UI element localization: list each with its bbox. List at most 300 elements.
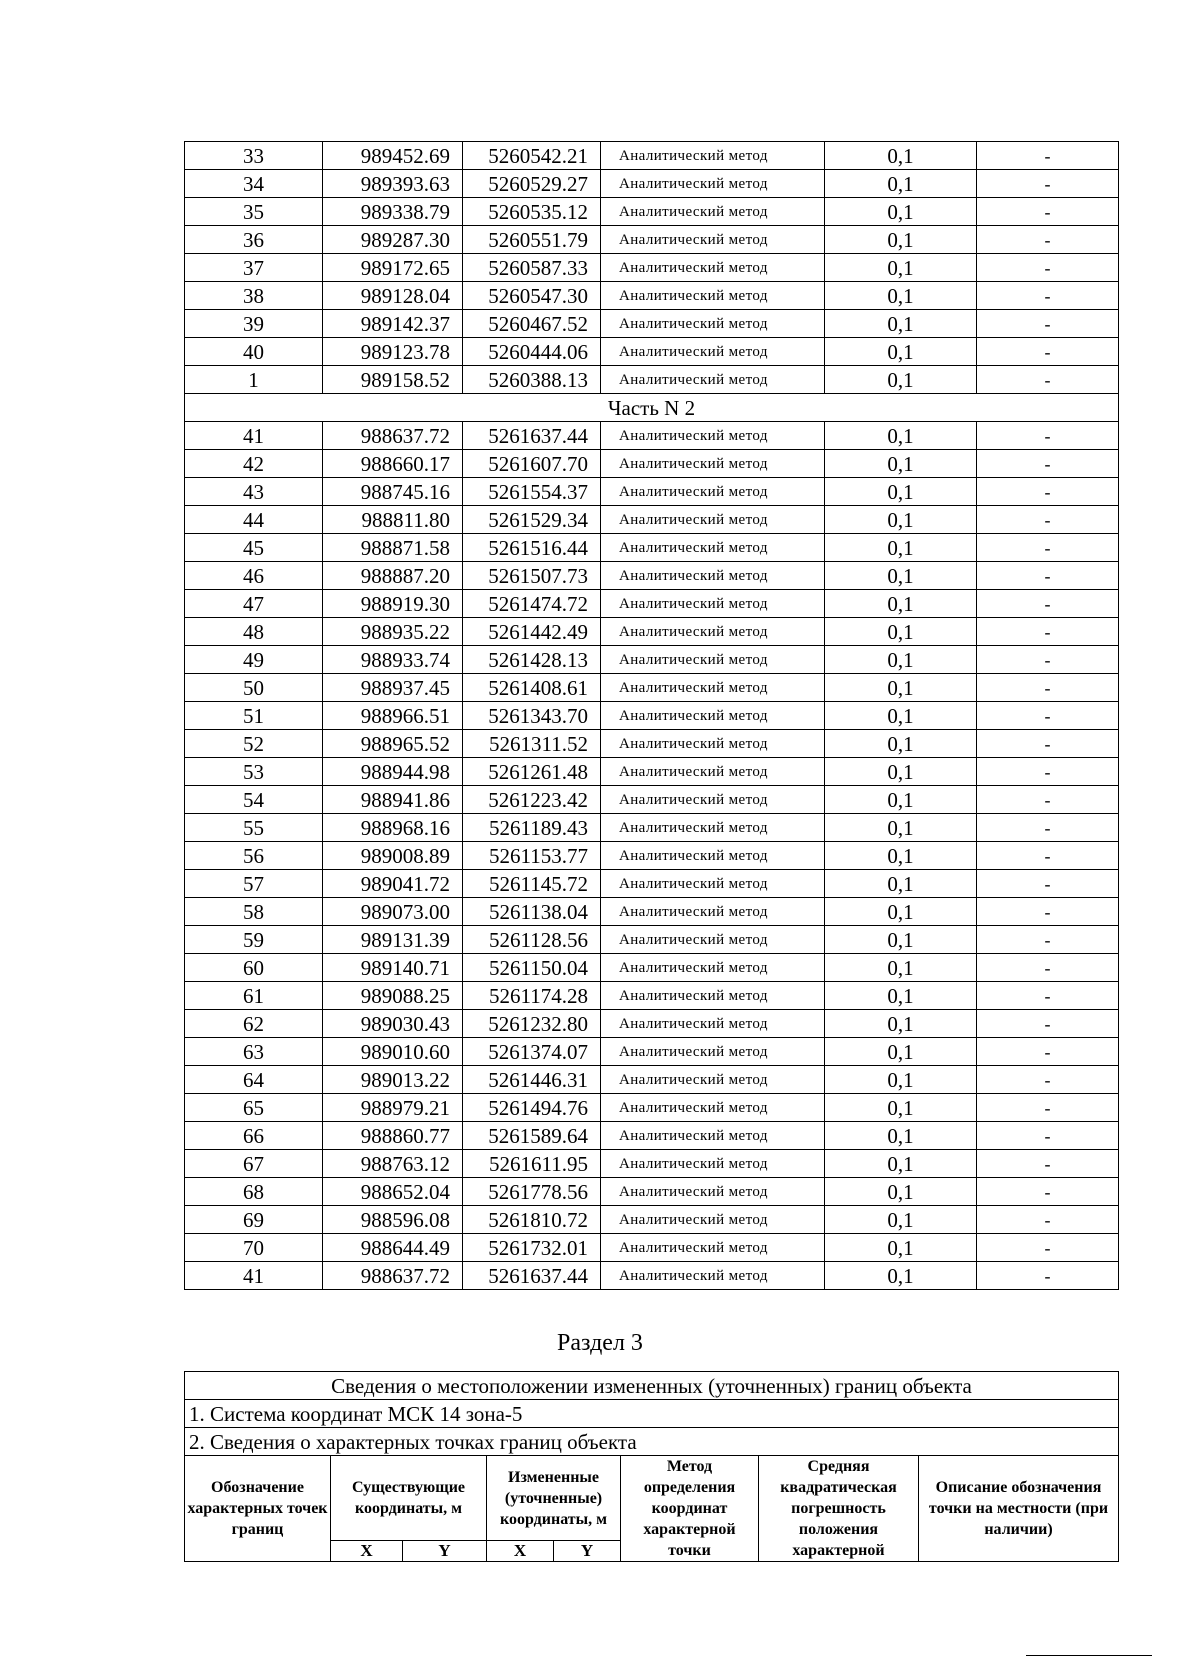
y-coordinate-cell: 5261474.72 bbox=[463, 590, 601, 618]
table-row bbox=[185, 1038, 1119, 1066]
method-cell: Аналитический метод bbox=[601, 506, 825, 534]
table-row bbox=[185, 646, 1119, 674]
footer-rule bbox=[1026, 1655, 1152, 1656]
y-coordinate-cell: 5261128.56 bbox=[463, 926, 601, 954]
description-cell: - bbox=[977, 198, 1119, 226]
error-cell: 0,1 bbox=[825, 814, 977, 842]
error-cell: 0,1 bbox=[825, 198, 977, 226]
method-cell: Аналитический метод bbox=[601, 310, 825, 338]
x-coordinate-cell: 988965.52 bbox=[323, 730, 463, 758]
coordinates-table-body bbox=[185, 142, 1119, 1290]
description-cell: - bbox=[977, 1122, 1119, 1150]
x-coordinate-cell: 988966.51 bbox=[323, 702, 463, 730]
table-row bbox=[185, 506, 1119, 534]
description-cell: - bbox=[977, 646, 1119, 674]
description-cell: - bbox=[977, 982, 1119, 1010]
method-cell: Аналитический метод bbox=[601, 142, 825, 170]
header-error: Средняя квадратическая погрешность положения характерной bbox=[759, 1456, 919, 1562]
method-cell: Аналитический метод bbox=[601, 674, 825, 702]
y-coordinate-cell: 5260542.21 bbox=[463, 142, 601, 170]
table-row bbox=[185, 142, 1119, 170]
method-cell: Аналитический метод bbox=[601, 954, 825, 982]
point-number-cell: 49 bbox=[185, 646, 323, 674]
description-cell: - bbox=[977, 1066, 1119, 1094]
y-coordinate-cell: 5261516.44 bbox=[463, 534, 601, 562]
x-coordinate-cell: 988887.20 bbox=[323, 562, 463, 590]
method-cell: Аналитический метод bbox=[601, 1066, 825, 1094]
method-cell: Аналитический метод bbox=[601, 1150, 825, 1178]
table-row bbox=[185, 1234, 1119, 1262]
error-cell: 0,1 bbox=[825, 1206, 977, 1234]
y-coordinate-cell: 5260529.27 bbox=[463, 170, 601, 198]
description-cell: - bbox=[977, 1234, 1119, 1262]
error-cell: 0,1 bbox=[825, 170, 977, 198]
method-cell: Аналитический метод bbox=[601, 170, 825, 198]
header-method: Метод определения координат характерной точки bbox=[621, 1456, 759, 1562]
error-cell: 0,1 bbox=[825, 450, 977, 478]
point-number-cell: 34 bbox=[185, 170, 323, 198]
table-row bbox=[185, 422, 1119, 450]
error-cell: 0,1 bbox=[825, 702, 977, 730]
point-number-cell: 50 bbox=[185, 674, 323, 702]
x-coordinate-cell: 989008.89 bbox=[323, 842, 463, 870]
x-coordinate-cell: 988968.16 bbox=[323, 814, 463, 842]
error-cell: 0,1 bbox=[825, 310, 977, 338]
description-cell: - bbox=[977, 1094, 1119, 1122]
table-row bbox=[185, 674, 1119, 702]
description-cell: - bbox=[977, 562, 1119, 590]
x-coordinate-cell: 989393.63 bbox=[323, 170, 463, 198]
table-row bbox=[185, 562, 1119, 590]
x-coordinate-cell: 989131.39 bbox=[323, 926, 463, 954]
method-cell: Аналитический метод bbox=[601, 590, 825, 618]
y-coordinate-cell: 5261343.70 bbox=[463, 702, 601, 730]
point-number-cell: 1 bbox=[185, 366, 323, 394]
error-cell: 0,1 bbox=[825, 1234, 977, 1262]
point-number-cell: 63 bbox=[185, 1038, 323, 1066]
point-number-cell: 40 bbox=[185, 338, 323, 366]
section3-table bbox=[184, 1371, 1119, 1562]
y-coordinate-cell: 5260535.12 bbox=[463, 198, 601, 226]
point-number-cell: 57 bbox=[185, 870, 323, 898]
point-number-cell: 48 bbox=[185, 618, 323, 646]
method-cell: Аналитический метод bbox=[601, 226, 825, 254]
method-cell: Аналитический метод bbox=[601, 1234, 825, 1262]
method-cell: Аналитический метод bbox=[601, 982, 825, 1010]
header-existing-x: X bbox=[331, 1541, 403, 1562]
y-coordinate-cell: 5261732.01 bbox=[463, 1234, 601, 1262]
description-cell: - bbox=[977, 478, 1119, 506]
point-number-cell: 42 bbox=[185, 450, 323, 478]
point-number-cell: 58 bbox=[185, 898, 323, 926]
method-cell: Аналитический метод bbox=[601, 618, 825, 646]
point-number-cell: 36 bbox=[185, 226, 323, 254]
error-cell: 0,1 bbox=[825, 1262, 977, 1290]
method-cell: Аналитический метод bbox=[601, 1094, 825, 1122]
error-cell: 0,1 bbox=[825, 982, 977, 1010]
description-cell: - bbox=[977, 506, 1119, 534]
method-cell: Аналитический метод bbox=[601, 338, 825, 366]
method-cell: Аналитический метод bbox=[601, 1038, 825, 1066]
error-cell: 0,1 bbox=[825, 562, 977, 590]
description-cell: - bbox=[977, 954, 1119, 982]
point-number-cell: 35 bbox=[185, 198, 323, 226]
table-row bbox=[185, 954, 1119, 982]
table-row bbox=[185, 1178, 1119, 1206]
y-coordinate-cell: 5260587.33 bbox=[463, 254, 601, 282]
description-cell: - bbox=[977, 1150, 1119, 1178]
y-coordinate-cell: 5260547.30 bbox=[463, 282, 601, 310]
header-designation: Обозначение характерных точек границ bbox=[185, 1456, 331, 1562]
y-coordinate-cell: 5261189.43 bbox=[463, 814, 601, 842]
table-row bbox=[185, 198, 1119, 226]
y-coordinate-cell: 5261810.72 bbox=[463, 1206, 601, 1234]
x-coordinate-cell: 988935.22 bbox=[323, 618, 463, 646]
point-number-cell: 69 bbox=[185, 1206, 323, 1234]
x-coordinate-cell: 989172.65 bbox=[323, 254, 463, 282]
point-number-cell: 37 bbox=[185, 254, 323, 282]
x-coordinate-cell: 989013.22 bbox=[323, 1066, 463, 1094]
method-cell: Аналитический метод bbox=[601, 758, 825, 786]
y-coordinate-cell: 5261223.42 bbox=[463, 786, 601, 814]
x-coordinate-cell: 989123.78 bbox=[323, 338, 463, 366]
y-coordinate-cell: 5261637.44 bbox=[463, 1262, 601, 1290]
y-coordinate-cell: 5261153.77 bbox=[463, 842, 601, 870]
description-cell: - bbox=[977, 338, 1119, 366]
error-cell: 0,1 bbox=[825, 898, 977, 926]
table-row bbox=[185, 590, 1119, 618]
point-number-cell: 38 bbox=[185, 282, 323, 310]
error-cell: 0,1 bbox=[825, 478, 977, 506]
method-cell: Аналитический метод bbox=[601, 1206, 825, 1234]
error-cell: 0,1 bbox=[825, 730, 977, 758]
x-coordinate-cell: 988763.12 bbox=[323, 1150, 463, 1178]
error-cell: 0,1 bbox=[825, 758, 977, 786]
point-number-cell: 68 bbox=[185, 1178, 323, 1206]
method-cell: Аналитический метод bbox=[601, 562, 825, 590]
table-row bbox=[185, 702, 1119, 730]
error-cell: 0,1 bbox=[825, 1122, 977, 1150]
point-number-cell: 46 bbox=[185, 562, 323, 590]
description-cell: - bbox=[977, 618, 1119, 646]
x-coordinate-cell: 988637.72 bbox=[323, 422, 463, 450]
method-cell: Аналитический метод bbox=[601, 786, 825, 814]
x-coordinate-cell: 989128.04 bbox=[323, 282, 463, 310]
x-coordinate-cell: 988660.17 bbox=[323, 450, 463, 478]
method-cell: Аналитический метод bbox=[601, 282, 825, 310]
method-cell: Аналитический метод bbox=[601, 1178, 825, 1206]
x-coordinate-cell: 988979.21 bbox=[323, 1094, 463, 1122]
error-cell: 0,1 bbox=[825, 338, 977, 366]
description-cell: - bbox=[977, 814, 1119, 842]
description-cell: - bbox=[977, 898, 1119, 926]
x-coordinate-cell: 988919.30 bbox=[323, 590, 463, 618]
part-row bbox=[185, 394, 1119, 422]
method-cell: Аналитический метод bbox=[601, 842, 825, 870]
y-coordinate-cell: 5261442.49 bbox=[463, 618, 601, 646]
x-coordinate-cell: 988652.04 bbox=[323, 1178, 463, 1206]
y-coordinate-cell: 5260551.79 bbox=[463, 226, 601, 254]
error-cell: 0,1 bbox=[825, 142, 977, 170]
point-number-cell: 55 bbox=[185, 814, 323, 842]
x-coordinate-cell: 989452.69 bbox=[323, 142, 463, 170]
error-cell: 0,1 bbox=[825, 506, 977, 534]
description-cell: - bbox=[977, 870, 1119, 898]
method-cell: Аналитический метод bbox=[601, 730, 825, 758]
error-cell: 0,1 bbox=[825, 618, 977, 646]
description-cell: - bbox=[977, 786, 1119, 814]
x-coordinate-cell: 989287.30 bbox=[323, 226, 463, 254]
x-coordinate-cell: 988871.58 bbox=[323, 534, 463, 562]
point-number-cell: 52 bbox=[185, 730, 323, 758]
description-cell: - bbox=[977, 1038, 1119, 1066]
error-cell: 0,1 bbox=[825, 1038, 977, 1066]
method-cell: Аналитический метод bbox=[601, 366, 825, 394]
table-row bbox=[185, 366, 1119, 394]
point-number-cell: 56 bbox=[185, 842, 323, 870]
table-row bbox=[185, 814, 1119, 842]
y-coordinate-cell: 5261637.44 bbox=[463, 422, 601, 450]
y-coordinate-cell: 5261507.73 bbox=[463, 562, 601, 590]
error-cell: 0,1 bbox=[825, 1010, 977, 1038]
error-cell: 0,1 bbox=[825, 870, 977, 898]
table-row bbox=[185, 1094, 1119, 1122]
description-cell: - bbox=[977, 1010, 1119, 1038]
x-coordinate-cell: 989142.37 bbox=[323, 310, 463, 338]
error-cell: 0,1 bbox=[825, 590, 977, 618]
point-number-cell: 66 bbox=[185, 1122, 323, 1150]
point-number-cell: 62 bbox=[185, 1010, 323, 1038]
error-cell: 0,1 bbox=[825, 1094, 977, 1122]
error-cell: 0,1 bbox=[825, 786, 977, 814]
y-coordinate-cell: 5261150.04 bbox=[463, 954, 601, 982]
table-row bbox=[185, 1262, 1119, 1290]
y-coordinate-cell: 5261778.56 bbox=[463, 1178, 601, 1206]
x-coordinate-cell: 988596.08 bbox=[323, 1206, 463, 1234]
x-coordinate-cell: 988944.98 bbox=[323, 758, 463, 786]
y-coordinate-cell: 5260444.06 bbox=[463, 338, 601, 366]
y-coordinate-cell: 5261611.95 bbox=[463, 1150, 601, 1178]
error-cell: 0,1 bbox=[825, 282, 977, 310]
table-row bbox=[185, 618, 1119, 646]
x-coordinate-cell: 989010.60 bbox=[323, 1038, 463, 1066]
table-row bbox=[185, 1206, 1119, 1234]
method-cell: Аналитический метод bbox=[601, 478, 825, 506]
error-cell: 0,1 bbox=[825, 842, 977, 870]
table-row bbox=[185, 282, 1119, 310]
x-coordinate-cell: 988644.49 bbox=[323, 1234, 463, 1262]
table-row bbox=[185, 1150, 1119, 1178]
y-coordinate-cell: 5261232.80 bbox=[463, 1010, 601, 1038]
x-coordinate-cell: 989088.25 bbox=[323, 982, 463, 1010]
x-coordinate-cell: 989073.00 bbox=[323, 898, 463, 926]
point-number-cell: 44 bbox=[185, 506, 323, 534]
method-cell: Аналитический метод bbox=[601, 702, 825, 730]
point-number-cell: 70 bbox=[185, 1234, 323, 1262]
method-cell: Аналитический метод bbox=[601, 926, 825, 954]
y-coordinate-cell: 5261408.61 bbox=[463, 674, 601, 702]
method-cell: Аналитический метод bbox=[601, 1010, 825, 1038]
description-cell: - bbox=[977, 366, 1119, 394]
x-coordinate-cell: 989140.71 bbox=[323, 954, 463, 982]
method-cell: Аналитический метод bbox=[601, 254, 825, 282]
x-coordinate-cell: 988811.80 bbox=[323, 506, 463, 534]
table-row bbox=[185, 786, 1119, 814]
point-number-cell: 67 bbox=[185, 1150, 323, 1178]
description-cell: - bbox=[977, 534, 1119, 562]
description-cell: - bbox=[977, 282, 1119, 310]
point-number-cell: 53 bbox=[185, 758, 323, 786]
description-cell: - bbox=[977, 730, 1119, 758]
table-row bbox=[185, 758, 1119, 786]
error-cell: 0,1 bbox=[825, 366, 977, 394]
header-changed-coords: Измененные (уточненные) координаты, м bbox=[487, 1456, 621, 1541]
y-coordinate-cell: 5260388.13 bbox=[463, 366, 601, 394]
x-coordinate-cell: 988941.86 bbox=[323, 786, 463, 814]
description-cell: - bbox=[977, 254, 1119, 282]
description-cell: - bbox=[977, 842, 1119, 870]
point-number-cell: 61 bbox=[185, 982, 323, 1010]
y-coordinate-cell: 5261174.28 bbox=[463, 982, 601, 1010]
method-cell: Аналитический метод bbox=[601, 1122, 825, 1150]
section-title: Раздел 3 bbox=[557, 1330, 643, 1356]
point-number-cell: 41 bbox=[185, 422, 323, 450]
y-coordinate-cell: 5261261.48 bbox=[463, 758, 601, 786]
description-cell: - bbox=[977, 702, 1119, 730]
x-coordinate-cell: 988937.45 bbox=[323, 674, 463, 702]
error-cell: 0,1 bbox=[825, 534, 977, 562]
y-coordinate-cell: 5261145.72 bbox=[463, 870, 601, 898]
table-row bbox=[185, 926, 1119, 954]
x-coordinate-cell: 989041.72 bbox=[323, 870, 463, 898]
table-row bbox=[185, 982, 1119, 1010]
header-existing-y: Y bbox=[403, 1541, 487, 1562]
x-coordinate-cell: 988745.16 bbox=[323, 478, 463, 506]
x-coordinate-cell: 989338.79 bbox=[323, 198, 463, 226]
x-coordinate-cell: 988637.72 bbox=[323, 1262, 463, 1290]
point-number-cell: 47 bbox=[185, 590, 323, 618]
description-cell: - bbox=[977, 590, 1119, 618]
method-cell: Аналитический метод bbox=[601, 870, 825, 898]
header-description: Описание обозначения точки на местности (при наличии) bbox=[919, 1456, 1119, 1562]
coordinates-table bbox=[184, 141, 1119, 1290]
error-cell: 0,1 bbox=[825, 226, 977, 254]
error-cell: 0,1 bbox=[825, 674, 977, 702]
method-cell: Аналитический метод bbox=[601, 534, 825, 562]
error-cell: 0,1 bbox=[825, 954, 977, 982]
error-cell: 0,1 bbox=[825, 1150, 977, 1178]
point-number-cell: 45 bbox=[185, 534, 323, 562]
header-existing-coords: Существующие координаты, м bbox=[331, 1456, 487, 1541]
error-cell: 0,1 bbox=[825, 1178, 977, 1206]
table-row bbox=[185, 898, 1119, 926]
point-number-cell: 54 bbox=[185, 786, 323, 814]
x-coordinate-cell: 989030.43 bbox=[323, 1010, 463, 1038]
table-row bbox=[185, 226, 1119, 254]
error-cell: 0,1 bbox=[825, 646, 977, 674]
y-coordinate-cell: 5261446.31 bbox=[463, 1066, 601, 1094]
points-info-line: 2. Сведения о характерных точках границ объекта bbox=[185, 1428, 1119, 1456]
method-cell: Аналитический метод bbox=[601, 422, 825, 450]
table-row bbox=[185, 1066, 1119, 1094]
header-changed-y: Y bbox=[554, 1541, 621, 1562]
description-cell: - bbox=[977, 758, 1119, 786]
table-row bbox=[185, 1010, 1119, 1038]
method-cell: Аналитический метод bbox=[601, 646, 825, 674]
table-row bbox=[185, 534, 1119, 562]
table-row bbox=[185, 730, 1119, 758]
x-coordinate-cell: 988860.77 bbox=[323, 1122, 463, 1150]
table-row bbox=[185, 170, 1119, 198]
y-coordinate-cell: 5260467.52 bbox=[463, 310, 601, 338]
point-number-cell: 33 bbox=[185, 142, 323, 170]
method-cell: Аналитический метод bbox=[601, 898, 825, 926]
y-coordinate-cell: 5261138.04 bbox=[463, 898, 601, 926]
point-number-cell: 64 bbox=[185, 1066, 323, 1094]
table-row bbox=[185, 478, 1119, 506]
description-cell: - bbox=[977, 674, 1119, 702]
part-label: Часть N 2 bbox=[185, 394, 1119, 422]
description-cell: - bbox=[977, 170, 1119, 198]
y-coordinate-cell: 5261428.13 bbox=[463, 646, 601, 674]
description-cell: - bbox=[977, 422, 1119, 450]
y-coordinate-cell: 5261607.70 bbox=[463, 450, 601, 478]
point-number-cell: 59 bbox=[185, 926, 323, 954]
description-cell: - bbox=[977, 450, 1119, 478]
table-row bbox=[185, 450, 1119, 478]
coordinate-system-line: 1. Система координат МСК 14 зона-5 bbox=[185, 1400, 1119, 1428]
table-row bbox=[185, 842, 1119, 870]
method-cell: Аналитический метод bbox=[601, 450, 825, 478]
section3-heading: Сведения о местоположении измененных (уточненных) границ объекта bbox=[185, 1372, 1119, 1400]
x-coordinate-cell: 988933.74 bbox=[323, 646, 463, 674]
method-cell: Аналитический метод bbox=[601, 814, 825, 842]
point-number-cell: 51 bbox=[185, 702, 323, 730]
point-number-cell: 60 bbox=[185, 954, 323, 982]
description-cell: - bbox=[977, 310, 1119, 338]
table-row bbox=[185, 870, 1119, 898]
error-cell: 0,1 bbox=[825, 1066, 977, 1094]
header-changed-x: X bbox=[487, 1541, 554, 1562]
y-coordinate-cell: 5261554.37 bbox=[463, 478, 601, 506]
point-number-cell: 41 bbox=[185, 1262, 323, 1290]
y-coordinate-cell: 5261529.34 bbox=[463, 506, 601, 534]
method-cell: Аналитический метод bbox=[601, 198, 825, 226]
description-cell: - bbox=[977, 1206, 1119, 1234]
table-row bbox=[185, 254, 1119, 282]
point-number-cell: 39 bbox=[185, 310, 323, 338]
error-cell: 0,1 bbox=[825, 422, 977, 450]
y-coordinate-cell: 5261374.07 bbox=[463, 1038, 601, 1066]
table-row bbox=[185, 338, 1119, 366]
description-cell: - bbox=[977, 926, 1119, 954]
description-cell: - bbox=[977, 1178, 1119, 1206]
table-row bbox=[185, 310, 1119, 338]
description-cell: - bbox=[977, 226, 1119, 254]
y-coordinate-cell: 5261311.52 bbox=[463, 730, 601, 758]
point-number-cell: 65 bbox=[185, 1094, 323, 1122]
x-coordinate-cell: 989158.52 bbox=[323, 366, 463, 394]
point-number-cell: 43 bbox=[185, 478, 323, 506]
description-cell: - bbox=[977, 142, 1119, 170]
y-coordinate-cell: 5261494.76 bbox=[463, 1094, 601, 1122]
method-cell: Аналитический метод bbox=[601, 1262, 825, 1290]
y-coordinate-cell: 5261589.64 bbox=[463, 1122, 601, 1150]
description-cell: - bbox=[977, 1262, 1119, 1290]
table-row bbox=[185, 1122, 1119, 1150]
error-cell: 0,1 bbox=[825, 926, 977, 954]
error-cell: 0,1 bbox=[825, 254, 977, 282]
